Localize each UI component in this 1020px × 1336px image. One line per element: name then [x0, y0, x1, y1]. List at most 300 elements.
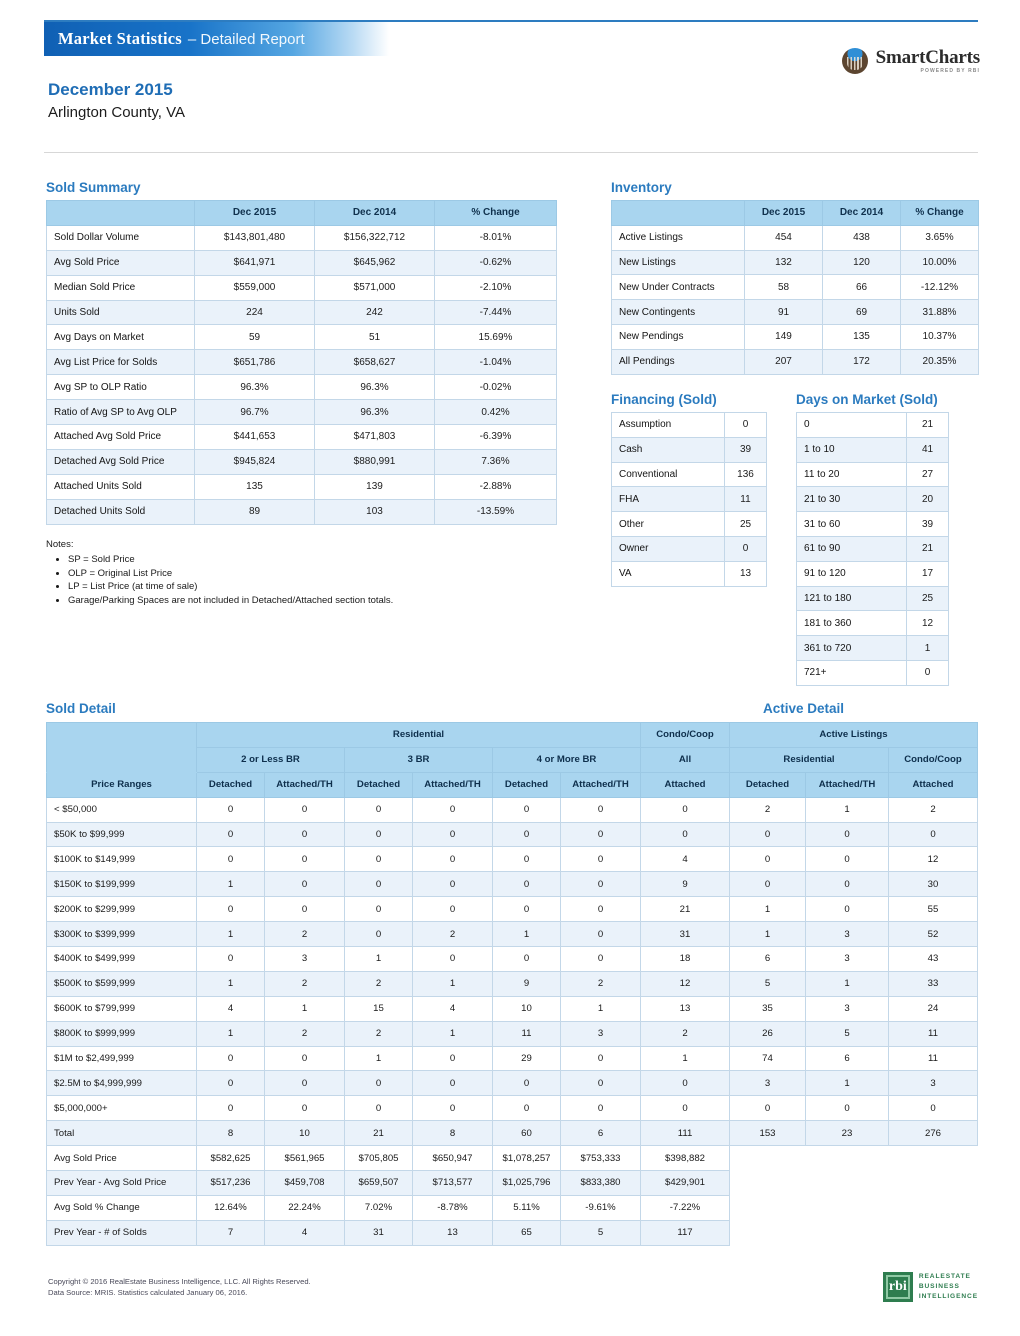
detail-body — [47, 797, 978, 1245]
inventory-current: 454 — [745, 225, 823, 250]
summary-cell: -8.78% — [413, 1195, 493, 1220]
detail-cell: 111 — [641, 1121, 730, 1146]
detail-cell: 5 — [806, 1021, 889, 1046]
summary-cell: $713,577 — [413, 1171, 493, 1196]
detail-cell: 1 — [806, 1071, 889, 1096]
inventory-label: New Pendings — [612, 324, 745, 349]
detail-cell: 0 — [345, 872, 413, 897]
detail-cell: 0 — [197, 1096, 265, 1121]
rbi-line-3: INTELLIGENCE — [918, 1293, 978, 1301]
detail-cell: 0 — [197, 847, 265, 872]
empty-cell — [806, 1220, 889, 1245]
detail-cell: 15 — [345, 996, 413, 1021]
section-title-inventory: Inventory — [611, 180, 672, 195]
inventory-previous: 438 — [823, 225, 901, 250]
sold-summary-previous: 242 — [315, 300, 435, 325]
summary-cell: 31 — [345, 1220, 413, 1245]
inventory-previous: 120 — [823, 250, 901, 275]
dom-label: 21 to 30 — [797, 487, 907, 512]
detail-cell: 0 — [493, 897, 561, 922]
summary-cell: $429,901 — [641, 1171, 730, 1196]
table-row — [797, 660, 949, 685]
empty-cell — [730, 1195, 806, 1220]
section-title-sold-detail: Sold Detail — [46, 701, 116, 716]
financing-body — [612, 413, 767, 587]
detail-cell: 2 — [413, 922, 493, 947]
dom-label: 121 to 180 — [797, 586, 907, 611]
detail-cell: 23 — [806, 1121, 889, 1146]
summary-cell: 65 — [493, 1220, 561, 1245]
col-header-prev: Dec 2014 — [823, 201, 901, 226]
table-row — [47, 922, 978, 947]
report-title-sub: – Detailed Report — [187, 30, 305, 48]
inventory-current: 91 — [745, 300, 823, 325]
table-row — [797, 487, 949, 512]
dom-value: 25 — [907, 586, 949, 611]
inventory-current: 207 — [745, 349, 823, 374]
detail-cell: 1 — [493, 922, 561, 947]
table-row — [797, 536, 949, 561]
table-row — [47, 872, 978, 897]
price-range-label: $2.5M to $4,999,999 — [47, 1071, 197, 1096]
col-header-detached-4more: Detached — [493, 772, 561, 797]
table-row — [612, 250, 979, 275]
financing-label: VA — [612, 561, 725, 586]
group-residential: Residential — [197, 723, 641, 748]
table-row — [47, 797, 978, 822]
detail-cell: 1 — [197, 971, 265, 996]
col-header-blank — [47, 201, 195, 226]
sold-summary-body — [47, 225, 557, 524]
table-row — [797, 636, 949, 661]
sold-summary-current: 224 — [195, 300, 315, 325]
col-header-active-detached: Detached — [730, 772, 806, 797]
detail-cell: 0 — [345, 1071, 413, 1096]
col-header-detached-3br: Detached — [345, 772, 413, 797]
detail-cell: 0 — [730, 1096, 806, 1121]
detail-cell: 11 — [889, 1046, 978, 1071]
group-active-listings: Active Listings — [730, 723, 978, 748]
table-row — [47, 847, 978, 872]
detail-cell: 2 — [345, 1021, 413, 1046]
financing-label: Assumption — [612, 413, 725, 438]
detail-cell: 0 — [561, 847, 641, 872]
sold-summary-current: 59 — [195, 325, 315, 350]
sold-summary-previous: 51 — [315, 325, 435, 350]
detail-cell: 0 — [889, 822, 978, 847]
table-row — [47, 971, 978, 996]
inventory-previous: 69 — [823, 300, 901, 325]
detail-cell: 4 — [197, 996, 265, 1021]
detail-cell: 0 — [345, 847, 413, 872]
rbi-mark-icon — [883, 1272, 913, 1302]
detail-cell: 6 — [730, 947, 806, 972]
dom-value: 17 — [907, 561, 949, 586]
price-range-label: $100K to $149,999 — [47, 847, 197, 872]
sold-summary-change: 15.69% — [435, 325, 557, 350]
detail-cell: 1 — [561, 996, 641, 1021]
detail-cell: 60 — [493, 1121, 561, 1146]
table-row — [47, 425, 557, 450]
detail-cell: 0 — [641, 822, 730, 847]
detail-cell: 21 — [345, 1121, 413, 1146]
summary-cell: 5 — [561, 1220, 641, 1245]
dom-value: 0 — [907, 660, 949, 685]
price-range-label: $1M to $2,499,999 — [47, 1046, 197, 1071]
table-row — [612, 561, 767, 586]
detail-cell: 5 — [730, 971, 806, 996]
detail-cell: 6 — [806, 1046, 889, 1071]
dom-label: 181 to 360 — [797, 611, 907, 636]
detail-cell: 153 — [730, 1121, 806, 1146]
col-header-detached-2less: Detached — [197, 772, 265, 797]
table-row — [47, 275, 557, 300]
inventory-current: 132 — [745, 250, 823, 275]
detail-cell: 43 — [889, 947, 978, 972]
col-header-active-condocoop: Attached — [889, 772, 978, 797]
report-location: Arlington County, VA — [48, 104, 186, 121]
detail-cell: 0 — [561, 822, 641, 847]
sold-summary-current: 135 — [195, 474, 315, 499]
sold-summary-change: 7.36% — [435, 449, 557, 474]
detail-cell: 0 — [265, 797, 345, 822]
table-row — [47, 350, 557, 375]
dom-value: 20 — [907, 487, 949, 512]
detail-cell: 3 — [806, 996, 889, 1021]
detail-cell: 10 — [265, 1121, 345, 1146]
sold-summary-current: $441,653 — [195, 425, 315, 450]
group-condocoop: Condo/Coop — [641, 723, 730, 748]
summary-cell: -9.61% — [561, 1195, 641, 1220]
detail-cell: 0 — [265, 822, 345, 847]
detail-cell: 18 — [641, 947, 730, 972]
detail-cell: 2 — [265, 1021, 345, 1046]
detail-cell: 0 — [413, 872, 493, 897]
table-row — [47, 1046, 978, 1071]
summary-cell: 117 — [641, 1220, 730, 1245]
table-row — [797, 413, 949, 438]
detail-cell: 0 — [265, 1071, 345, 1096]
table-row — [47, 1021, 978, 1046]
detail-cell: 0 — [730, 872, 806, 897]
detail-cell: 35 — [730, 996, 806, 1021]
detail-cell: 0 — [197, 897, 265, 922]
detail-cell: 0 — [493, 872, 561, 897]
price-range-label: $400K to $499,999 — [47, 947, 197, 972]
brand-tagline: POWERED BY RBI — [920, 68, 980, 74]
subgroup-4-or-more-br: 4 or More BR — [493, 747, 641, 772]
sold-summary-previous: 139 — [315, 474, 435, 499]
price-range-label: $150K to $199,999 — [47, 872, 197, 897]
detail-cell: 6 — [561, 1121, 641, 1146]
detail-cell: 0 — [493, 847, 561, 872]
table-row — [612, 349, 979, 374]
detail-cell: 0 — [561, 1046, 641, 1071]
inventory-change: 3.65% — [901, 225, 979, 250]
sold-summary-label: Detached Units Sold — [47, 499, 195, 524]
empty-cell — [806, 1195, 889, 1220]
detail-cell: 0 — [413, 897, 493, 922]
inventory-label: New Under Contracts — [612, 275, 745, 300]
financing-label: Owner — [612, 536, 725, 561]
detail-cell: 2 — [641, 1021, 730, 1046]
subgroup-active-condocoop: Condo/Coop — [889, 747, 978, 772]
detail-cell: 0 — [641, 797, 730, 822]
detail-cell: 1 — [641, 1046, 730, 1071]
sold-summary-previous: $156,322,712 — [315, 225, 435, 250]
sold-summary-change: 0.42% — [435, 400, 557, 425]
table-row — [47, 897, 978, 922]
sold-summary-current: $641,971 — [195, 250, 315, 275]
smartcharts-wordmark — [876, 48, 980, 74]
detail-cell: 0 — [493, 797, 561, 822]
report-title-main: Market Statistics — [58, 29, 182, 48]
inventory-label: Active Listings — [612, 225, 745, 250]
note-item: • SP = Sold Price — [68, 553, 393, 567]
table-row — [47, 822, 978, 847]
detail-cell: 13 — [641, 996, 730, 1021]
summary-cell: 4 — [265, 1220, 345, 1245]
detail-cell: 26 — [730, 1021, 806, 1046]
notes-heading: Notes: — [46, 539, 74, 550]
detail-cell: 8 — [413, 1121, 493, 1146]
dom-label: 1 to 10 — [797, 437, 907, 462]
detail-cell: 0 — [561, 947, 641, 972]
summary-cell: 7 — [197, 1220, 265, 1245]
detail-cell: 0 — [561, 872, 641, 897]
detail-cell: 1 — [730, 897, 806, 922]
detail-cell: 0 — [806, 822, 889, 847]
price-range-label: $600K to $799,999 — [47, 996, 197, 1021]
detail-cell: 0 — [561, 1096, 641, 1121]
header-separator-rule — [44, 152, 978, 153]
financing-table — [611, 412, 767, 587]
summary-row-label: Prev Year - Avg Sold Price — [47, 1171, 197, 1196]
detail-cell: 0 — [413, 947, 493, 972]
summary-cell: $398,882 — [641, 1146, 730, 1171]
summary-cell: $1,078,257 — [493, 1146, 561, 1171]
detail-cell: 9 — [641, 872, 730, 897]
detail-cell: 1 — [265, 996, 345, 1021]
detail-cell: 0 — [413, 1071, 493, 1096]
summary-cell: $833,380 — [561, 1171, 641, 1196]
inventory-previous: 172 — [823, 349, 901, 374]
table-row — [47, 1121, 978, 1146]
detail-cell: 276 — [889, 1121, 978, 1146]
dom-value: 41 — [907, 437, 949, 462]
sold-summary-previous: 96.3% — [315, 375, 435, 400]
inventory-label: New Listings — [612, 250, 745, 275]
table-row — [797, 561, 949, 586]
detail-cell: 2 — [265, 922, 345, 947]
table-header-row — [47, 201, 557, 226]
sold-summary-previous: $571,000 — [315, 275, 435, 300]
footer-copyright — [48, 1276, 311, 1299]
note-item: • Garage/Parking Spaces are not included in Detached/Attached section totals. — [68, 594, 393, 608]
detail-cell: 10 — [493, 996, 561, 1021]
footer-copyright-line1: Copyright © 2016 RealEstate Business Intelligence, LLC. All Rights Reserved. — [48, 1277, 311, 1286]
sold-summary-label: Detached Avg Sold Price — [47, 449, 195, 474]
footer-datasource-line2: Data Source: MRIS. Statistics calculated January 06, 2016. — [48, 1288, 248, 1298]
financing-value: 13 — [725, 561, 767, 586]
table-row — [47, 1220, 978, 1245]
detail-cell: 52 — [889, 922, 978, 947]
dom-value: 1 — [907, 636, 949, 661]
financing-label: Conventional — [612, 462, 725, 487]
sold-summary-current: 89 — [195, 499, 315, 524]
empty-cell — [730, 1220, 806, 1245]
sold-summary-label: Attached Units Sold — [47, 474, 195, 499]
summary-cell: $659,507 — [345, 1171, 413, 1196]
table-row — [47, 1071, 978, 1096]
inventory-previous: 135 — [823, 324, 901, 349]
col-header-attached-3br: Attached/TH — [413, 772, 493, 797]
inventory-current: 58 — [745, 275, 823, 300]
summary-cell: $561,965 — [265, 1146, 345, 1171]
empty-cell — [730, 1146, 806, 1171]
rbi-logo — [883, 1272, 978, 1303]
table-row — [612, 225, 979, 250]
detail-cell: 2 — [730, 797, 806, 822]
detail-cell: 0 — [413, 822, 493, 847]
sold-summary-current: $143,801,480 — [195, 225, 315, 250]
detail-cell: 1 — [806, 971, 889, 996]
detail-cell: 0 — [197, 1071, 265, 1096]
rbi-wordmark — [919, 1272, 978, 1303]
detail-group-header-row — [47, 723, 978, 748]
detail-cell: 3 — [889, 1071, 978, 1096]
price-range-label: Total — [47, 1121, 197, 1146]
col-header-active-attached: Attached/TH — [806, 772, 889, 797]
detail-cell: 0 — [413, 797, 493, 822]
summary-cell: $582,625 — [197, 1146, 265, 1171]
detail-cell: 24 — [889, 996, 978, 1021]
detail-cell: 0 — [197, 822, 265, 847]
rbi-line-2: BUSINESS — [918, 1283, 960, 1291]
detail-cell: 12 — [641, 971, 730, 996]
empty-cell — [806, 1171, 889, 1196]
detail-cell: 4 — [413, 996, 493, 1021]
financing-label: Other — [612, 512, 725, 537]
detail-cell: 1 — [197, 922, 265, 947]
empty-cell — [889, 1220, 978, 1245]
detail-cell: 0 — [413, 1046, 493, 1071]
dom-value: 39 — [907, 512, 949, 537]
summary-cell: $1,025,796 — [493, 1171, 561, 1196]
detail-cell: 0 — [265, 897, 345, 922]
detail-cell: 1 — [197, 1021, 265, 1046]
sold-summary-change: -8.01% — [435, 225, 557, 250]
table-row — [47, 1195, 978, 1220]
empty-cell — [889, 1195, 978, 1220]
sold-summary-previous: 103 — [315, 499, 435, 524]
inventory-change: 31.88% — [901, 300, 979, 325]
table-row — [47, 947, 978, 972]
financing-label: Cash — [612, 437, 725, 462]
sold-summary-change: -2.10% — [435, 275, 557, 300]
detail-cell: 0 — [493, 1096, 561, 1121]
table-row — [612, 512, 767, 537]
price-range-label: $200K to $299,999 — [47, 897, 197, 922]
sold-summary-previous: $471,803 — [315, 425, 435, 450]
detail-column-header-row — [47, 772, 978, 797]
dom-value: 21 — [907, 413, 949, 438]
summary-cell: $517,236 — [197, 1171, 265, 1196]
dom-label: 361 to 720 — [797, 636, 907, 661]
detail-cell: 3 — [730, 1071, 806, 1096]
empty-cell — [889, 1146, 978, 1171]
col-header-change: % Change — [901, 201, 979, 226]
detail-cell: 0 — [561, 897, 641, 922]
dom-value: 27 — [907, 462, 949, 487]
detail-cell: 1 — [413, 971, 493, 996]
financing-value: 0 — [725, 413, 767, 438]
detail-table — [46, 722, 978, 1246]
summary-cell: $753,333 — [561, 1146, 641, 1171]
table-row — [797, 512, 949, 537]
dom-value: 12 — [907, 611, 949, 636]
summary-cell: $459,708 — [265, 1171, 345, 1196]
detail-cell: 1 — [806, 797, 889, 822]
table-row — [47, 225, 557, 250]
detail-cell: 0 — [561, 797, 641, 822]
dom-label: 61 to 90 — [797, 536, 907, 561]
detail-cell: 0 — [806, 1096, 889, 1121]
inventory-change: -12.12% — [901, 275, 979, 300]
table-row — [612, 536, 767, 561]
rbi-line-1: REALESTATE — [918, 1273, 971, 1280]
detail-cell: 0 — [345, 922, 413, 947]
inventory-body — [612, 225, 979, 374]
detail-cell: 0 — [806, 897, 889, 922]
sold-summary-current: $559,000 — [195, 275, 315, 300]
detail-corner-cell — [47, 723, 197, 773]
sold-summary-previous: $658,627 — [315, 350, 435, 375]
sold-summary-change: -13.59% — [435, 499, 557, 524]
detail-cell: 0 — [197, 797, 265, 822]
table-row — [47, 449, 557, 474]
detail-cell: 0 — [493, 822, 561, 847]
price-range-label: $800K to $999,999 — [47, 1021, 197, 1046]
detail-cell: 55 — [889, 897, 978, 922]
table-row — [47, 499, 557, 524]
table-row — [612, 462, 767, 487]
financing-value: 0 — [725, 536, 767, 561]
summary-cell: $705,805 — [345, 1146, 413, 1171]
note-item: • OLP = Original List Price — [68, 567, 393, 581]
section-title-days-on-market: Days on Market (Sold) — [796, 392, 938, 407]
table-row — [797, 586, 949, 611]
sold-summary-previous: $880,991 — [315, 449, 435, 474]
detail-cell: 0 — [265, 1046, 345, 1071]
sold-summary-change: -7.44% — [435, 300, 557, 325]
detail-cell: 31 — [641, 922, 730, 947]
sold-summary-label: Avg List Price for Solds — [47, 350, 195, 375]
brand-name: SmartCharts — [875, 47, 980, 68]
detail-cell: 29 — [493, 1046, 561, 1071]
detail-cell: 21 — [641, 897, 730, 922]
table-row — [47, 1146, 978, 1171]
financing-value: 25 — [725, 512, 767, 537]
detail-cell: 4 — [641, 847, 730, 872]
subgroup-all: All — [641, 747, 730, 772]
detail-cell: 0 — [806, 872, 889, 897]
inventory-change: 20.35% — [901, 349, 979, 374]
sold-summary-label: Avg Days on Market — [47, 325, 195, 350]
sold-summary-table — [46, 200, 557, 525]
detail-cell: 30 — [889, 872, 978, 897]
detail-cell: 74 — [730, 1046, 806, 1071]
